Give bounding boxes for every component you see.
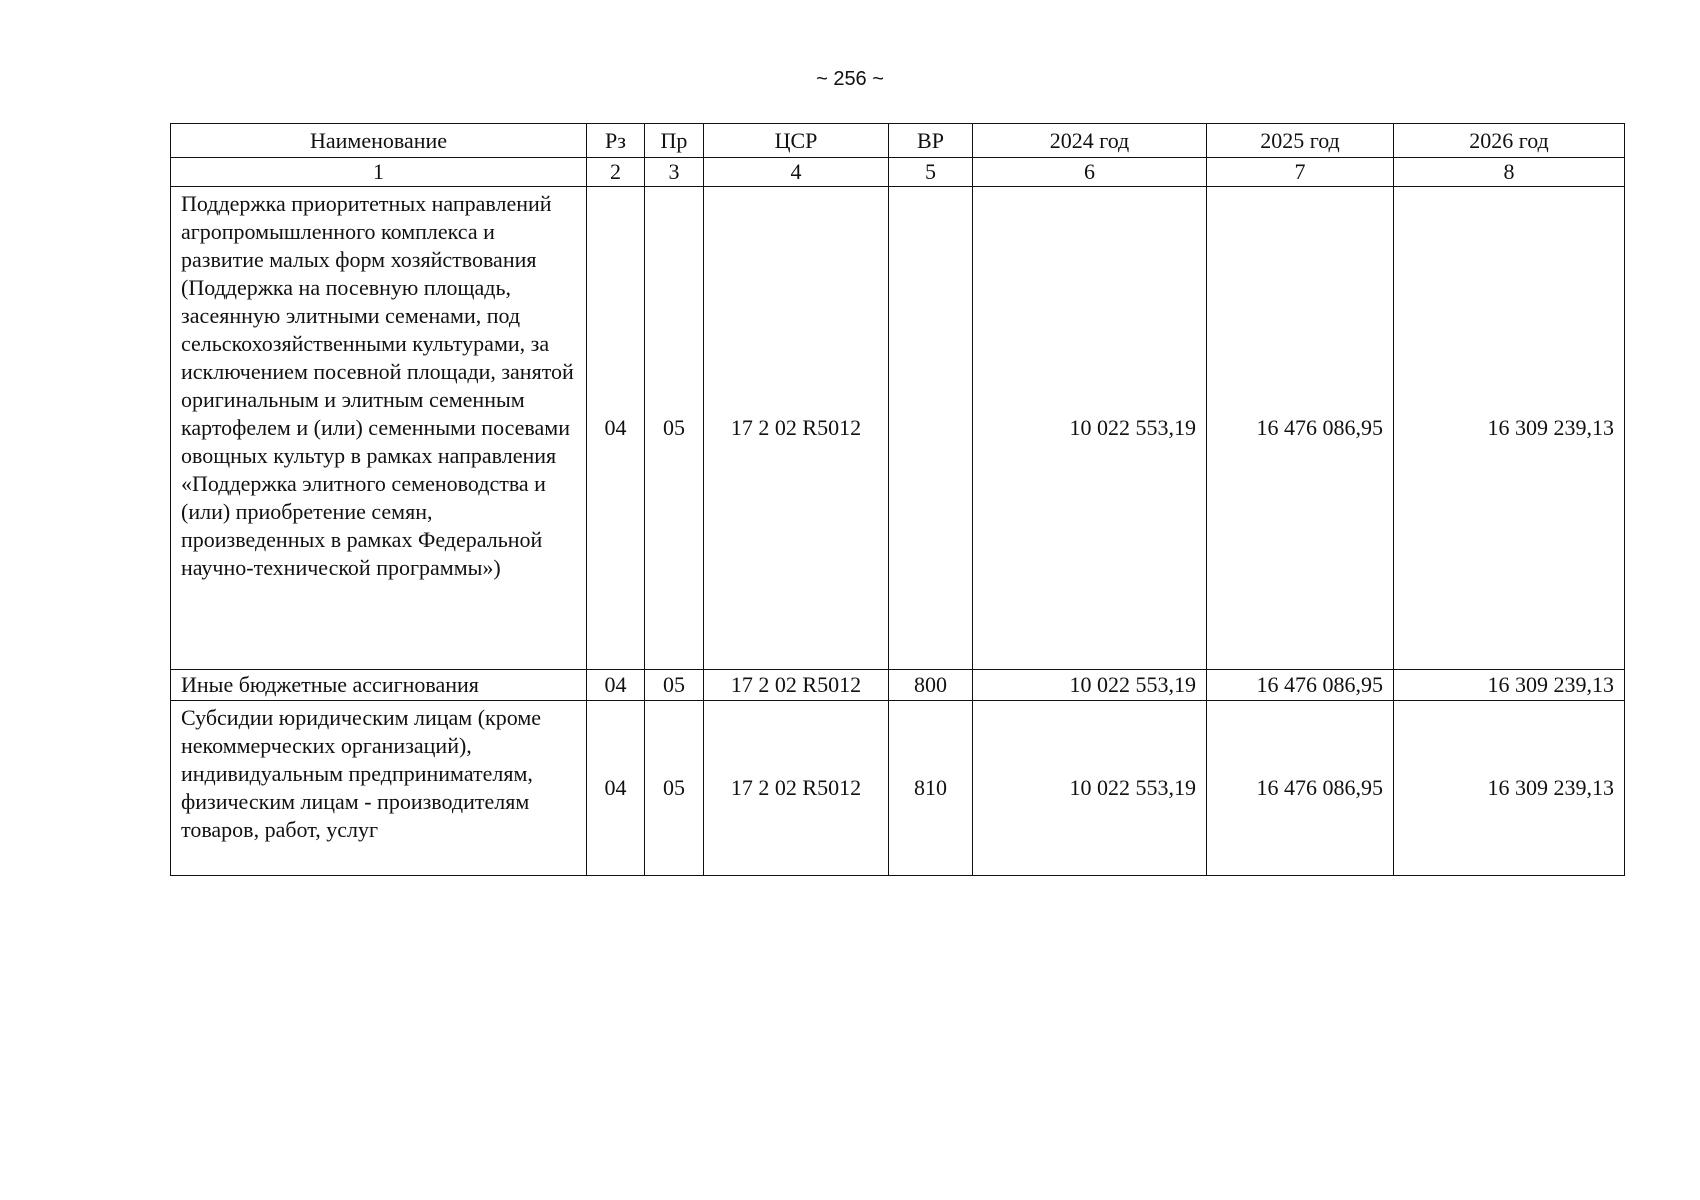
row-csr: 17 2 02 R5012 (704, 187, 889, 670)
row-vr: 800 (889, 670, 973, 701)
header-vr: ВР (889, 124, 973, 158)
table-row (171, 187, 1625, 670)
column-number: 5 (889, 158, 973, 187)
row-csr: 17 2 02 R5012 (704, 701, 889, 876)
header-rz: Рз (587, 124, 645, 158)
row-2025: 16 476 086,95 (1207, 187, 1394, 670)
row-rz: 04 (587, 701, 645, 876)
header-csr: ЦСР (704, 124, 889, 158)
row-2026: 16 309 239,13 (1394, 187, 1625, 670)
column-number: 8 (1394, 158, 1625, 187)
column-number: 6 (973, 158, 1207, 187)
column-number: 3 (645, 158, 704, 187)
header-row (171, 124, 1625, 158)
row-2026: 16 309 239,13 (1394, 701, 1625, 876)
row-pr: 05 (645, 670, 704, 701)
column-number: 1 (171, 158, 587, 187)
header-pr: Пр (645, 124, 704, 158)
row-2024: 10 022 553,19 (973, 187, 1207, 670)
page-number: ~ 256 ~ (816, 68, 884, 90)
header-2025: 2025 год (1207, 124, 1394, 158)
row-rz: 04 (587, 670, 645, 701)
table-row (171, 701, 1625, 876)
column-number: 2 (587, 158, 645, 187)
row-pr: 05 (645, 701, 704, 876)
table-row (171, 670, 1625, 701)
row-2026: 16 309 239,13 (1394, 670, 1625, 701)
row-name: Поддержка приоритетных направлений агропромышленного комплекса и развитие малых форм хозяйствования (Поддержка на посевную площадь, засеянную элитными семенами, под сельскохозяйственными культурами, за исключением посевной площади, занятой оригинальным и элитным семенным картофелем и (или) семенными посевами овощных культур в рамках направления «Поддержка элитного семеноводства и (или) приобретение семян, произведенных в рамках Федеральной научно-технической программы») (171, 187, 587, 670)
row-2024: 10 022 553,19 (973, 701, 1207, 876)
row-2024: 10 022 553,19 (973, 670, 1207, 701)
header-2024: 2024 год (973, 124, 1207, 158)
row-2025: 16 476 086,95 (1207, 670, 1394, 701)
column-number: 4 (704, 158, 889, 187)
row-vr (889, 187, 973, 670)
row-name: Иные бюджетные ассигнования (171, 670, 587, 701)
budget-table (170, 123, 1625, 876)
row-name: Субсидии юридическим лицам (кроме некоммерческих организаций), индивидуальным предпринимателям, физическим лицам - производителям товаров, работ, услуг (171, 701, 587, 876)
column-number: 7 (1207, 158, 1394, 187)
row-vr: 810 (889, 701, 973, 876)
row-csr: 17 2 02 R5012 (704, 670, 889, 701)
column-number-row (171, 158, 1625, 187)
row-rz: 04 (587, 187, 645, 670)
row-pr: 05 (645, 187, 704, 670)
header-2026: 2026 год (1394, 124, 1625, 158)
header-name: Наименование (171, 124, 587, 158)
row-2025: 16 476 086,95 (1207, 701, 1394, 876)
